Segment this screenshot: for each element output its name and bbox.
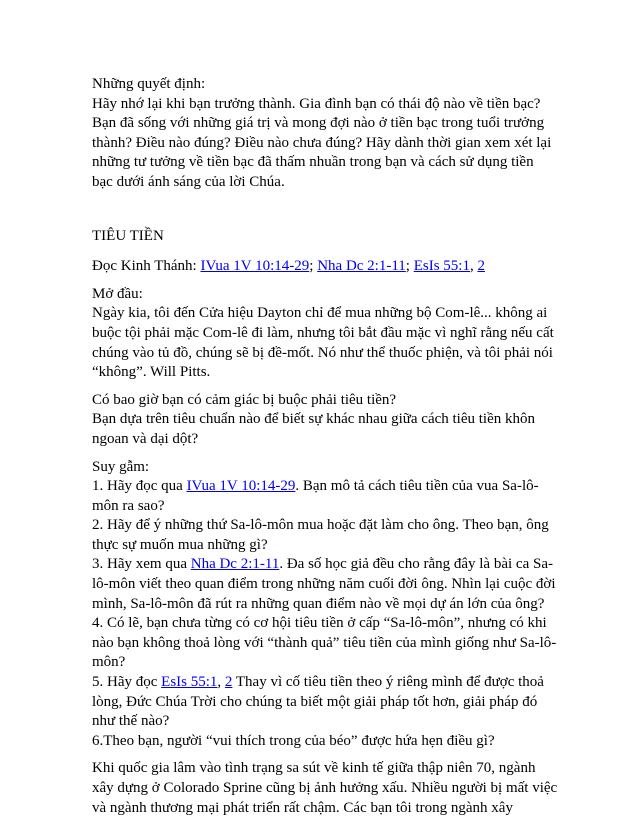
intro-title: Mở đầu: — [92, 285, 143, 302]
reflection-title: Suy gẫm: — [92, 458, 150, 475]
item-text: . Đa số học giả đều cho rằng đây là bài ca Sa-lô-môn viết theo quan điểm trong những năm cuối đời ông. Nhìn lại cuộc đời mình, Sa-lô-môn đã rút ra những quan điểm nào về mọi dự án lớn của ông? — [92, 556, 556, 612]
reflection-section — [92, 458, 558, 752]
questions-section — [92, 391, 558, 450]
scripture-link-3[interactable]: EsIs 55:1 — [413, 258, 470, 275]
question-2: Bạn dựa trên tiêu chuẩn nào để biết sự khác nhau giữa cách tiêu tiền khôn ngoan và dại dột? — [92, 411, 535, 447]
reading-separator: ; — [309, 258, 318, 275]
reflection-item-6: 6.Theo bạn, người “vui thích trong của béo” được hứa hẹn điều gì? — [92, 732, 495, 749]
question-1: Có bao giờ bạn có cảm giác bị buộc phải tiêu tiền? — [92, 391, 397, 408]
reading-separator: ; — [405, 258, 414, 275]
reflection-item-4: 4. Có lẽ, bạn chưa từng có cơ hội tiêu tiền ở cấp “Sa-lô-môn”, nhưng có khi nào bạn không thoả lòng với “thành quả” tiêu tiền của mình giống như Sa-lô-môn? — [92, 615, 557, 671]
scripture-link[interactable]: Nha Dc 2:1-11 — [190, 556, 280, 573]
spacer — [92, 201, 558, 227]
reflection-item-2: 2. Hãy để ý những thứ Sa-lô-môn mua hoặc đặt làm cho ông. Theo bạn, ông thực sự muốn mua những gì? — [92, 517, 549, 553]
scripture-link[interactable]: 2 — [224, 674, 233, 691]
scripture-link[interactable]: EsIs 55:1 — [161, 674, 218, 691]
reflection-item-3 — [92, 555, 558, 614]
decisions-body: Hãy nhớ lại khi bạn trưởng thành. Gia đình bạn có thái độ nào về tiền bạc? Bạn đã sống với những giá trị và mong đợi nào ở tiền bạc trong tuổi trưởng thành? Điều nào đúng? Điều nào chưa đúng? Hãy dành thời gian xem xét lại những tư tưởng về tiền bạc đã thấm nhuần trong bạn và cách sử dụng tiền bạc dưới ánh sáng của lời Chúa. — [92, 95, 552, 190]
intro-section — [92, 285, 558, 383]
section-heading: TIÊU TIỀN — [92, 227, 164, 244]
reflection-item-1 — [92, 477, 558, 516]
decisions-section — [92, 75, 558, 193]
item-text: 3. Hãy xem qua — [92, 556, 191, 573]
item-text: 5. Hãy đọc — [92, 674, 162, 691]
item-text: Thay vì cố tiêu tiền theo ý riêng mình để được thoả lòng, Đức Chúa Trời cho chúng ta biết một giải pháp tốt hơn, giải pháp đó như thế nào? — [92, 674, 544, 730]
item-text: , — [217, 674, 225, 691]
scripture-link-4[interactable]: 2 — [477, 258, 485, 275]
scripture-link-2[interactable]: Nha Dc 2:1-11 — [317, 258, 406, 275]
reading-label: Đọc Kinh Thánh: — [92, 258, 201, 275]
item-text: . Bạn mô tả cách tiêu tiền của vua Sa-lô-môn ra sao? — [92, 478, 539, 514]
scripture-link[interactable]: IVua 1V 10:14-29 — [186, 478, 296, 495]
reflection-item-5 — [92, 673, 558, 732]
item-text: 1. Hãy đọc qua — [92, 478, 187, 495]
scripture-reading — [92, 257, 558, 277]
scripture-link-1[interactable]: IVua 1V 10:14-29 — [200, 258, 310, 275]
reading-separator: , — [469, 258, 478, 275]
intro-body: Ngày kia, tôi đến Cửa hiệu Dayton chỉ để mua những bộ Com-lê... không ai buộc tội phải mặc Com-lê đi làm, nhưng tôi bắt đầu mặc vì nghĩ rằng nếu cất chúng vào tủ đồ, chúng sẽ bị đề-mốt. Nó như thể thuốc phiện, và tôi phải nói “không”. Will Pitts. — [92, 305, 554, 381]
closing-paragraph: Khi quốc gia lâm vào tình trạng sa sút về kinh tế giữa thập niên 70, ngành xây dựng ở Colorado Sprine cũng bị ảnh hưởng xấu. Nhiều người bị mất việc và ngành thương mại phát triển rất chậm. Các bạn tôi trong ngành xây — [92, 760, 558, 816]
decisions-title: Những quyết định: — [92, 76, 206, 92]
